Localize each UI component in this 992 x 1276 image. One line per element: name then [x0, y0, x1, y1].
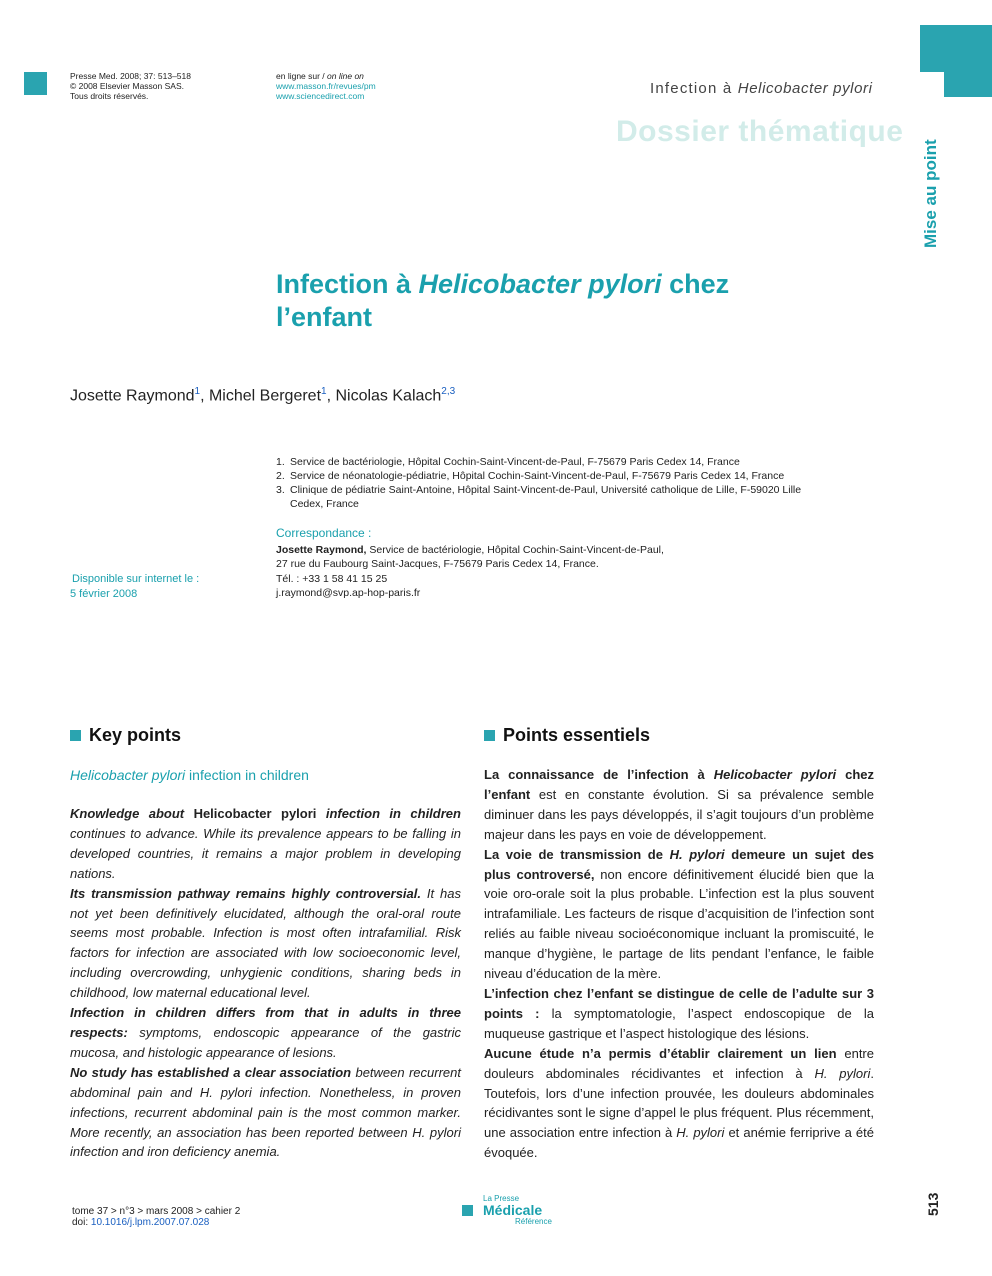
point-paragraph: L’infection chez l’enfant se distingue de celle de l’adulte sur 3 points : la symptomatologie, l’aspect endoscopique de la muqueuse gastrique et l’aspect histologique des lésions.: [484, 985, 874, 1041]
online-block: [276, 71, 376, 101]
doi-line: doi: 10.1016/j.lpm.2007.07.028: [72, 1217, 210, 1228]
heading-square: [484, 730, 495, 741]
corner-square-left: [24, 72, 47, 95]
key-points-subheading: Helicobacter pylori infection in children: [70, 767, 309, 783]
key-point-paragraph: Knowledge about Helicobacter pylori infection in children continues to advance. While its prevalence appears to be falling in developed countries, it remains a major problem in developing nations.: [70, 806, 461, 881]
author: Michel Bergeret: [208, 387, 322, 405]
issue-info: tome 37 > n°3 > mars 2008 > cahier 2: [72, 1206, 241, 1217]
article-title: Infection à Helicobacter pylori chez l’enfant: [276, 269, 730, 332]
logo-main: Médicale: [483, 1202, 543, 1218]
copyright: © 2008 Elsevier Masson SAS.: [70, 81, 184, 91]
section-banner: Dossier thématique: [616, 115, 904, 148]
point-paragraph: La connaissance de l’infection à Helicobacter pylori chez l’enfant est en constante évolution. Si sa prévalence semble diminuer dans les pays développés, il s’agit toujours d’un problème majeur dans les pays en voie de développement.: [484, 767, 874, 842]
journal-citation-block: [70, 71, 191, 101]
journal-logo: [483, 1195, 552, 1226]
online-label: en ligne sur / on line on: [276, 71, 364, 81]
author: Josette Raymond: [70, 387, 195, 405]
available-date: 5 février 2008: [70, 588, 138, 600]
point-paragraph: Aucune étude n’a permis d’établir clairement un lien entre douleurs abdominales récidivantes et infection à H. pylori. Toutefois, lors d’une infection prouvée, les douleurs abdominales récidivantes sont le signe d’appel le plus fréquent. Plus récemment, une association entre infection à H. pylori et anémie ferriprive a été évoquée.: [484, 1045, 874, 1161]
page-number: 513: [925, 1192, 941, 1216]
available-label: Disponible sur internet le :: [72, 573, 200, 585]
rights: Tous droits réservés.: [70, 91, 149, 101]
corner-block-notch: [920, 72, 944, 97]
citation: Presse Med. 2008; 37: 513–518: [70, 71, 191, 81]
logo-sub: Référence: [515, 1217, 552, 1226]
vertical-label: Mise au point: [921, 139, 940, 248]
affiliations: [276, 455, 831, 511]
key-points-heading: Key points: [70, 725, 181, 746]
url-sciencedirect[interactable]: www.sciencedirect.com: [276, 91, 365, 101]
author: Nicolas Kalach: [335, 387, 442, 405]
correspondence: Correspondance : Josette Raymond, Service de bactériologie, Hôpital Cochin-Saint-Vincent-de-Paul, 27 rue du Faubourg Saint-Jacques, F-75679 Paris Cedex 14, France. Tél. : +33 1 58 41 15 25 j.raymond@svp.ap-hop-paris.fr: [276, 526, 796, 601]
telephone: Tél. : +33 1 58 41 15 25: [276, 572, 388, 585]
url-masson[interactable]: www.masson.fr/revues/pm: [276, 81, 376, 91]
heading-square: [70, 730, 81, 741]
availability: [70, 572, 199, 602]
footer-issue: [72, 1206, 240, 1228]
points-essentiels-heading: Points essentiels: [484, 725, 650, 746]
points-essentiels-body: [484, 765, 874, 1163]
key-points-body: [70, 804, 461, 1162]
logo-top: La Presse: [483, 1194, 520, 1203]
key-point-paragraph: Infection in children differs from that in adults in three respects: symptoms, endoscopic appearance of the gastric mucosa, and histologic appearance of lesions.: [70, 1005, 461, 1060]
logo-square: [462, 1205, 473, 1216]
doi-link[interactable]: 10.1016/j.lpm.2007.07.028: [90, 1217, 210, 1228]
running-head: Infection à Helicobacter pylori: [650, 80, 873, 97]
email[interactable]: j.raymond@svp.ap-hop-paris.fr: [276, 587, 421, 599]
correspondent-name: Josette Raymond,: [276, 543, 367, 556]
affiliation-item: 3. Clinique de pédiatrie Saint-Antoine, Hôpital Saint-Vincent-de-Paul, Université catholique de Lille, F-59020 Lille Cedex, France: [276, 484, 802, 510]
affiliation-item: 1. Service de bactériologie, Hôpital Cochin-Saint-Vincent-de-Paul, F-75679 Paris Cedex 14, France: [276, 456, 740, 468]
point-paragraph: La voie de transmission de H. pylori demeure un sujet des plus controversé, non encore définitivement élucidé bien que la voie oro-orale soit la plus probable. L’infection est la plus souvent intrafamiliale. Les facteurs de risque d’acquisition de l’infection sont reliés au faible niveau socioéconomique incluant la promiscuité, le manque d’hygiène, le partage de lits pendant l’enfance, le faible niveau d’éducation de la mère.: [484, 846, 874, 982]
authors-line: Josette Raymond$^1$, Michel Bergeret$^1$, Nicolas Kalach$^{2,3}$: [70, 386, 456, 405]
affiliation-item: 2. Service de néonatologie-pédiatrie, Hôpital Cochin-Saint-Vincent-de-Paul, F-75679 Paris Cedex 14, France: [276, 470, 785, 482]
address: 27 rue du Faubourg Saint-Jacques, F-75679 Paris Cedex 14, France.: [276, 558, 599, 570]
key-point-paragraph: No study has established a clear association between recurrent abdominal pain and H. pylori infection. Nonetheless, in proven infections, recurrent abdominal pain is the most common marker. More recently, an association has been reported between H. pylori infection and iron deficiency anemia.: [70, 1064, 461, 1160]
correspondence-label: Correspondance :: [276, 526, 372, 540]
key-point-paragraph: Its transmission pathway remains highly controversial. It has not yet been definitively elucidated, although the oral-oral route seems most probable. Infection is most often intrafamilial. Risk factors for infection are associated with low socioeconomic level, including overcrowding, unhygienic conditions, sharing beds in childhood, low maternal educational level.: [70, 885, 461, 1001]
